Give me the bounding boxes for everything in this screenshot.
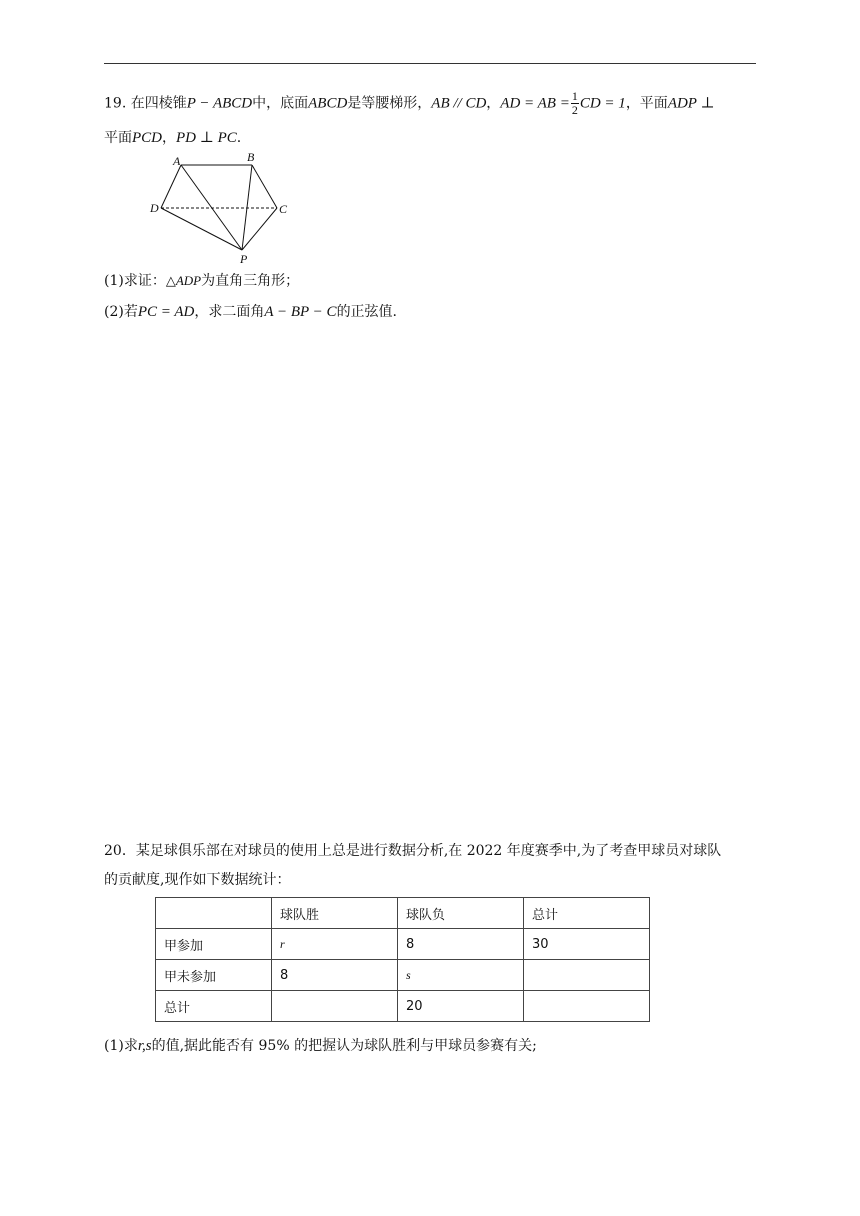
statistics-table [155, 897, 650, 1022]
q19-plane-adp: ADP ⊥ [667, 95, 715, 112]
table-cell: 甲参加 [156, 929, 272, 960]
q19-length-condition: AD = AB = [500, 95, 570, 112]
edge-dp [161, 208, 242, 250]
fraction-denominator: 2 [571, 103, 578, 117]
edge-bc [252, 165, 277, 208]
q19-length-condition-end: CD = 1 [579, 95, 626, 112]
q19-text: 平面 [104, 130, 132, 146]
table-cell: 30 [524, 929, 650, 960]
q20-part1-suffix: 的值,据此能否有 95% 的把握认为球队胜利与甲球员参赛有关; [151, 1038, 537, 1054]
table-cell [524, 960, 650, 991]
edge-cp [242, 208, 277, 250]
q19-text: ， [162, 130, 176, 146]
top-rule [104, 63, 756, 64]
table-cell [156, 898, 272, 929]
table-cell: 球队负 [398, 898, 524, 929]
q19-part2-condition: PC = AD [137, 304, 195, 320]
label-c: C [279, 202, 288, 216]
label-p: P [240, 252, 248, 266]
q20-line1: 20．某足球俱乐部在对球员的使用上总是进行数据分析,在 2022 年度赛季中,为了考查甲球员对球队 [104, 843, 722, 859]
table-row [156, 960, 650, 991]
q19-pyramid: P − ABCD [186, 95, 253, 112]
table-cell: 甲未参加 [156, 960, 272, 991]
table-header-row [156, 898, 650, 929]
q19-line2 [104, 128, 241, 148]
q19-text: ，平面 [625, 95, 668, 112]
table-row [156, 991, 650, 1022]
q20-part1-prefix: (1)求 [104, 1038, 138, 1054]
q20-part1 [104, 1036, 537, 1056]
table-cell: 8 [272, 960, 398, 991]
q19-part1 [104, 271, 299, 291]
table-cell: 总计 [156, 991, 272, 1022]
table-cell: 8 [398, 929, 524, 960]
q19-part1-suffix: 为直角三角形； [201, 273, 300, 289]
table-cell [524, 991, 650, 1022]
q19-perpendicular-condition: PD ⊥ PC [176, 130, 237, 146]
table-cell: 20 [398, 991, 524, 1022]
q19-dihedral-angle: A − BP − C [264, 304, 337, 320]
table-cell: r [272, 929, 398, 960]
table-cell [272, 991, 398, 1022]
q19-line1 [104, 90, 715, 117]
q19-part2-prefix: (2)若 [104, 304, 138, 320]
table-cell: 球队胜 [272, 898, 398, 929]
q20-line2: 的贡献度,现作如下数据统计： [104, 872, 291, 888]
q19-text: 中，底面 [252, 95, 309, 112]
q19-part2-mid: ，求二面角 [194, 304, 265, 320]
q19-part1-prefix: (1)求证： [104, 273, 166, 289]
q19-text: ， [486, 95, 501, 112]
label-a: A [173, 154, 181, 168]
table-cell: s [398, 960, 524, 991]
label-b: B [247, 150, 255, 164]
q20-part1-variables: r,s [137, 1038, 152, 1054]
pyramid-figure [140, 148, 300, 266]
q19-number: 19. [104, 95, 127, 112]
q19-text: . [236, 130, 242, 146]
q19-part2-suffix: 的正弦值. [336, 304, 398, 320]
q19-text: 在四棱锥 [130, 95, 187, 112]
table-cell: 总计 [524, 898, 650, 929]
fraction-numerator: 1 [571, 89, 578, 103]
q19-base: ABCD [308, 95, 348, 112]
q19-text: 是等腰梯形， [347, 95, 432, 112]
table-row [156, 929, 650, 960]
edge-da [161, 165, 181, 208]
fraction-one-half [571, 90, 579, 117]
q19-part2 [104, 302, 397, 322]
q19-parallel-condition: AB // CD [431, 95, 487, 112]
q19-triangle-adp: △ADP [165, 273, 202, 288]
label-d: D [150, 201, 159, 215]
q19-plane-pcd: PCD [132, 130, 162, 146]
